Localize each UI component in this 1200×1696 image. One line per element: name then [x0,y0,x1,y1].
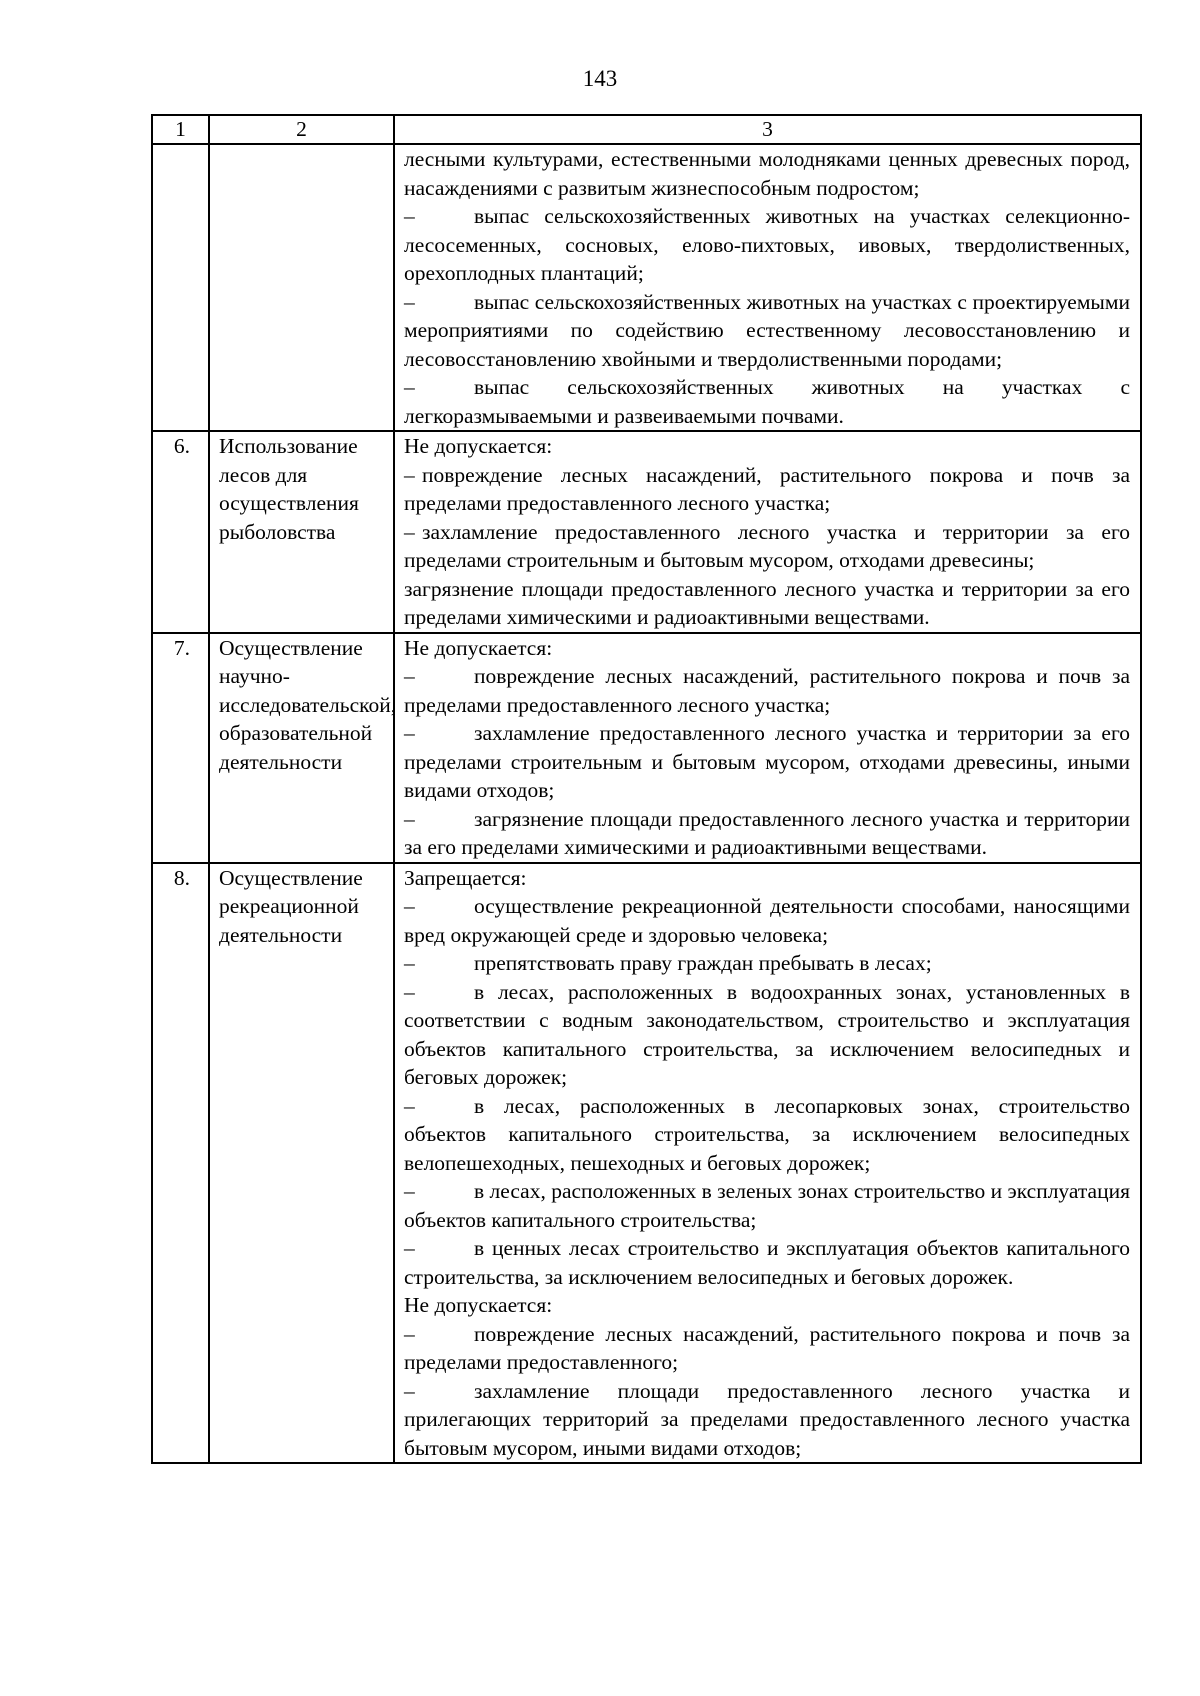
dash-bullet: – [404,519,415,544]
restriction-item-text: повреждение лесных насаждений, растительного покрова и почв за пределами предоставленного; [404,1321,1130,1374]
restriction-item-text: в лесах, расположенных в зеленых зонах строительство и эксплуатация объектов капитального строительства; [404,1179,1130,1232]
dash-bullet: – [404,894,415,918]
dash-bullet: – [404,462,415,487]
restriction-item-text: Не допускается: [404,434,553,458]
restriction-item-text: выпас сельскохозяйственных животных на участках с проектируемыми мероприятиями по содействию естественному лесовосстановлению и лесовосстановлению хвойными и твердолиственными породами; [404,289,1130,371]
restriction-item [404,1177,1130,1234]
restrictions-cell [394,431,1141,633]
restrictions-cell [394,863,1141,1464]
row-number: 7. [152,633,209,863]
restriction-text [404,145,1130,202]
dash-bullet: – [404,1179,415,1203]
restriction-item-text: загрязнение площади предоставленного лесного участка и территории за его пределами химическими и радиоактивными веществами. [404,806,1130,859]
restriction-item [404,518,1130,575]
dash-bullet: – [404,1321,415,1346]
restriction-item-text: в лесах, расположенных в лесопарковых зонах, строительство объектов капитального строительства, за исключением велосипедных велопешеходных, пешеходных и беговых дорожек; [404,1093,1130,1175]
dash-bullet: – [404,1378,415,1403]
restriction-item-text: Запрещается: [404,865,527,890]
dash-bullet: – [404,979,415,1004]
restriction-item [404,719,1130,805]
restriction-item-text: в ценных лесах строительство и эксплуатация объектов капитального строительства, за исключением велосипедных и беговых дорожек. [404,1236,1130,1289]
restriction-item-text: захламление предоставленного лесного участка и территории за его пределами строительным и бытовым мусором, отходами древесины; [404,519,1130,572]
activity-type: Осуществление рекреационной деятельности [209,863,394,1464]
restriction-item [404,1234,1130,1291]
row-number: 8. [152,863,209,1464]
restriction-item [404,1320,1130,1377]
restriction-item-text: повреждение лесных насаждений, растительного покрова и почв за пределами предоставленного лесного участка; [404,462,1130,515]
dash-bullet: – [404,721,415,745]
dash-bullet: – [404,1093,415,1118]
dash-bullet: – [404,664,415,688]
activity-type: Осуществление научно-исследовательской, образовательной деятельности [209,633,394,863]
activity-type: Использование лесов для осуществления рыболовства [209,431,394,633]
restriction-text [404,864,1130,893]
header-row [152,115,1141,144]
restriction-text [404,634,1130,663]
restriction-item-text: захламление площади предоставленного лесного участка и прилегающих территорий за пределами предоставленного лесного участка бытовым мусором, иными видами отходов; [404,1378,1130,1460]
restriction-item [404,978,1130,1092]
dash-bullet: – [404,375,415,399]
regulations-table [151,114,1142,1464]
restriction-text [404,432,1130,461]
restriction-text [404,1291,1130,1320]
restriction-item [404,1092,1130,1178]
restriction-item-text: в лесах, расположенных в водоохранных зонах, установленных в соответствии с водным законодательством, строительство и эксплуатация объектов капитального строительства, за исключением велосипедных и беговых дорожек; [404,979,1130,1089]
restriction-item [404,461,1130,518]
restriction-item [404,949,1130,978]
restrictions-cell [394,633,1141,863]
dash-bullet: – [404,289,415,314]
table-row [152,863,1141,1464]
restriction-item-text: выпас сельскохозяйственных животных на участках с легкоразмываемыми и развеиваемыми почвами. [404,375,1130,428]
restriction-item-text: захламление предоставленного лесного участка и территории за его пределами строительным и бытовым мусором, отходами древесины, иными видами отходов; [404,721,1130,802]
row-number: 6. [152,431,209,633]
restriction-item-text: повреждение лесных насаждений, растительного покрова и почв за пределами предоставленного лесного участка; [404,664,1130,717]
header-col-2: 2 [209,115,394,144]
restriction-item-text: лесными культурами, естественными молодняками ценных древесных пород, насаждениями с развитым жизнеспособным подростом; [404,147,1130,200]
dash-bullet: – [404,806,415,831]
header-col-3: 3 [394,115,1141,144]
dash-bullet: – [404,1236,415,1260]
dash-bullet: – [404,951,415,975]
restriction-text [404,575,1130,632]
restriction-item [404,662,1130,719]
page-number: 143 [582,66,618,91]
restriction-item [404,288,1130,374]
restriction-item-text: препятствовать праву граждан пребывать в лесах; [474,951,932,975]
restriction-item [404,1377,1130,1463]
dash-bullet: – [404,204,415,228]
restriction-item-text: Не допускается: [404,1293,553,1317]
restriction-item [404,373,1130,430]
restriction-item-text: выпас сельскохозяйственных животных на участках селекционно-лесосеменных, сосновых, елово-пихтовых, ивовых, твердолиственных, орехоплодных плантаций; [404,204,1130,285]
activity-type [209,144,394,431]
table-row [152,633,1141,863]
table-row [152,144,1141,431]
restriction-item-text: осуществление рекреационной деятельности способами, наносящими вред окружающей среде и здоровью человека; [404,894,1130,947]
restriction-item [404,805,1130,862]
restriction-item [404,892,1130,949]
restrictions-cell [394,144,1141,431]
table-row [152,431,1141,633]
header-col-1: 1 [152,115,209,144]
restriction-item-text: Не допускается: [404,635,553,660]
restriction-item [404,202,1130,288]
restriction-item-text: загрязнение площади предоставленного лесного участка и территории за его пределами химическими и радиоактивными веществами. [404,576,1130,629]
row-number [152,144,209,431]
